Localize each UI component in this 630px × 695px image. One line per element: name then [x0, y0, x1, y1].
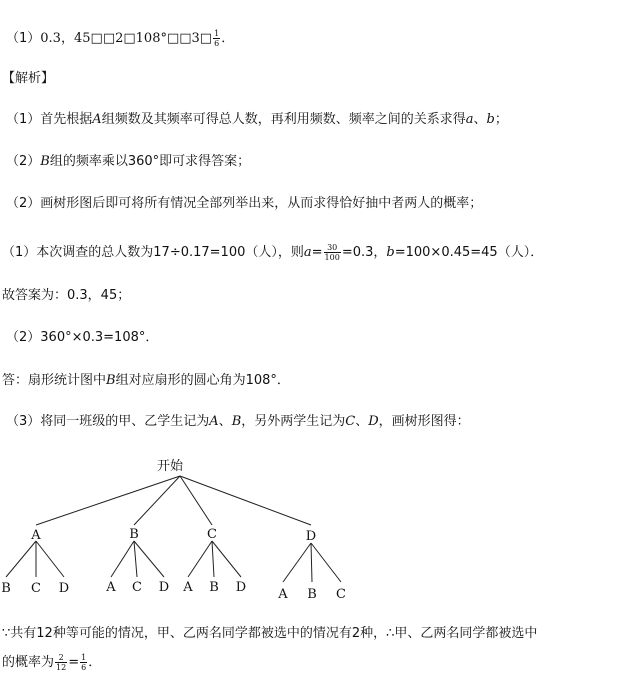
tree-root-label: 开始: [156, 459, 184, 474]
edge-C-1: [188, 541, 212, 577]
equals-sign: =: [68, 655, 80, 670]
fraction-numerator: 2: [55, 653, 67, 663]
conclusion-2-end: ．: [88, 655, 102, 670]
analysis-3-prefix: （2）: [6, 196, 41, 211]
tree-node-A: A: [31, 528, 41, 543]
analysis-1-mid: 、: [473, 112, 487, 127]
answer-prefix: （1）: [6, 31, 41, 46]
var-B: B: [40, 154, 50, 169]
edge-root-C: [180, 476, 212, 525]
var-C: C: [345, 414, 356, 429]
fraction-denominator: 6: [81, 663, 87, 672]
answer-fraction-numerator: 1: [214, 29, 220, 38]
var-b: b: [386, 245, 395, 260]
edge-A-1: [6, 541, 36, 577]
tree-leaf-C-3: D: [235, 580, 247, 595]
tree-leaf-C-1: A: [183, 580, 193, 595]
var-A: A: [209, 414, 219, 429]
fraction-numerator: 1: [81, 653, 87, 662]
separator: 、: [218, 414, 232, 429]
var-B: B: [106, 373, 116, 388]
tree-leaf-B-2: C: [132, 580, 142, 595]
solution-5-text-c: ，画树形图得：: [378, 414, 470, 429]
solution-1-text-c: =100×0.45=45（人）．: [394, 245, 544, 260]
var-A: A: [92, 112, 102, 127]
answer-a-value: 0.3: [40, 31, 61, 46]
edge-D-3: [311, 543, 341, 582]
solution-line-3: （2）360°×0.3=108°．: [6, 330, 159, 345]
answer-end: ．: [221, 31, 235, 46]
edge-B-2: [134, 541, 137, 577]
solution-4-text-a: 答：扇形统计图中: [2, 373, 107, 388]
tree-node-D: D: [305, 529, 317, 544]
conclusion-line-2: [2, 653, 101, 672]
tree-leaf-B-1: A: [106, 580, 116, 595]
edge-D-1: [283, 543, 311, 582]
var-b: b: [486, 112, 495, 127]
tree-node-B: B: [129, 527, 139, 542]
solution-1-text-b: =0.3，: [341, 245, 387, 260]
solution-4-text-b: 组对应扇形的圆心角为108°．: [115, 373, 290, 388]
fraction-denominator: 100: [324, 253, 340, 262]
separator: 、: [355, 414, 369, 429]
analysis-2-prefix: （2）: [6, 154, 41, 169]
edge-B-3: [134, 541, 164, 577]
solution-line-2: 故答案为：0.3，45；: [2, 288, 131, 303]
section-title: 【解析】: [2, 71, 55, 86]
edge-root-A: [36, 476, 180, 525]
edge-B-1: [111, 541, 134, 577]
tree-leaf-D-3: C: [336, 587, 346, 600]
tree-node-C: C: [207, 527, 217, 542]
edge-D-2: [311, 543, 312, 582]
analysis-2-text: 组的频率乘以360°即可求得答案；: [49, 154, 251, 169]
solution-5-text-b: ，另外两学生记为: [241, 414, 346, 429]
var-D: D: [368, 414, 379, 429]
tree-leaf-C-2: B: [209, 580, 219, 595]
solution-1-text: （1）本次调查的总人数为17÷0.17=100（人），则: [2, 245, 304, 260]
answer-b-value: 45: [73, 31, 91, 46]
var-a: a: [303, 245, 312, 260]
tree-leaf-D-2: B: [307, 587, 317, 600]
fraction-denominator: 12: [56, 663, 67, 672]
var-B: B: [231, 414, 242, 429]
tree-leaf-D-1: A: [278, 587, 288, 600]
analysis-1-text-a: 首先根据: [40, 112, 93, 127]
answer-fraction-denominator: 6: [214, 39, 220, 48]
conclusion-line-1: ∵共有12种等可能的情况，甲、乙两名同学都被选中的情况有2种，∴甲、乙两名同学都被选中: [2, 626, 538, 641]
tree-leaf-B-3: D: [158, 580, 170, 595]
answer-separator: ，: [60, 31, 74, 46]
tree-edges: [6, 476, 341, 582]
analysis-1-text-b: 组频数及其频率可得总人数，再利用频数、频率之间的关系求得: [101, 112, 466, 127]
edge-root-D: [180, 476, 311, 525]
fraction-2-12: [55, 653, 67, 672]
conclusion-2-text: 的概率为: [2, 655, 55, 670]
tree-leaf-A-2: C: [31, 581, 41, 596]
solution-5-text-a: （3）将同一班级的甲、乙学生记为: [6, 414, 210, 429]
fraction-numerator: 30: [324, 243, 341, 253]
tree-leaf-A-3: D: [58, 581, 70, 596]
tree-leaf-A-1: B: [1, 581, 11, 596]
edge-C-3: [212, 541, 241, 577]
edge-A-3: [36, 541, 64, 577]
equals-sign: =: [311, 245, 323, 260]
var-a: a: [465, 112, 474, 127]
analysis-3-text: 画树形图后即可将所有情况全部列举出来，从而求得恰好抽中者两人的概率；: [40, 196, 483, 211]
analysis-1-prefix: （1）: [6, 112, 41, 127]
fraction-1-6: [80, 653, 87, 672]
analysis-1-end: ；: [494, 112, 508, 127]
edge-C-2: [212, 541, 214, 577]
answer-garbled-text: □□2□108°□□3□: [90, 31, 213, 46]
